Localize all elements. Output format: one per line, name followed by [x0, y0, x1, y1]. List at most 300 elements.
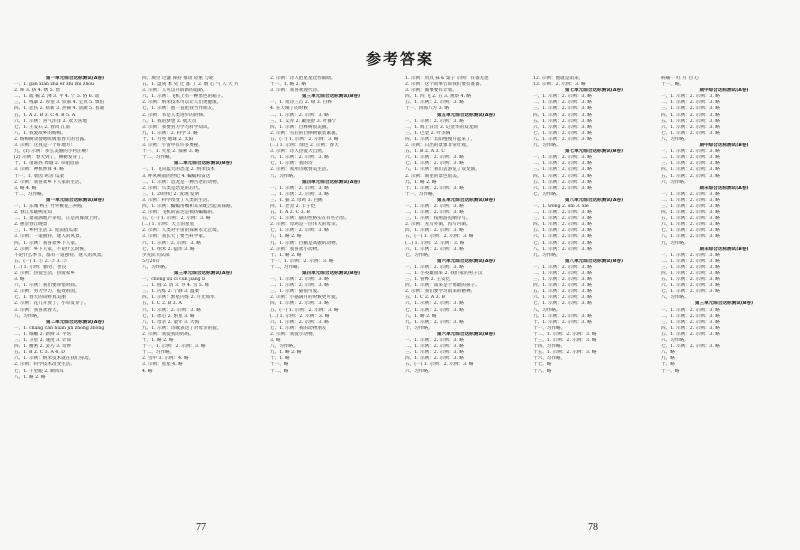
- answer-line: 七、1. 冰心 2. 繁星 3. 略: [142, 313, 195, 319]
- answer-line: 三、1. 示例：2. 示例：3. 略: [533, 106, 592, 112]
- answer-line: 七、1. 示例：2. 示例：3. 略: [661, 289, 720, 295]
- answer-line: 2. 示例：科学技术改变生活。: [14, 362, 75, 368]
- answer-line: 3. 呼风唤雨的世纪 4. 蝙蝠和雷达: [142, 173, 211, 179]
- answer-line: 七、1. 王安石 2. 春风 江南: [14, 124, 70, 130]
- answer-line: 2. 雪中 3. 示例：4. 略: [142, 356, 189, 362]
- answer-line: 2. 示例：这个故事告诉我们要有准备。: [405, 82, 485, 88]
- answer-line: 2. 示例：努力学习，报效祖国。: [14, 289, 80, 295]
- answer-line: 五、(一) 1. 示例：2. 示例：3. 略: [270, 307, 339, 313]
- answer-line: 二、1. 示例：2. 示例：3. 略: [270, 112, 329, 118]
- answer-line: 七、1. 示例：他一直把我当作朋友。: [142, 106, 217, 112]
- answer-line: 十一、1. 菜园 鸡舍 瓜架: [14, 173, 65, 179]
- answer-line: 2. 示例：雪后的白桦树银装素裹。: [270, 130, 341, 136]
- section-heading: 第二单元综合达标测试(B卷): [173, 161, 233, 167]
- left-column-2: [142, 76, 264, 496]
- answer-line: 1. 示例：用具 抹布 桌子 示例：有备无患: [405, 76, 489, 81]
- answer-line: 七、1. 千里眼 2. 顺风耳: [14, 368, 64, 374]
- answer-line: 十一、略: [661, 368, 680, 374]
- answer-line: 五、1. 示例：2. 示例：3. 略: [533, 179, 592, 185]
- answer-line: 2. 示例：纳米技术可以让人们更健康。: [142, 100, 222, 106]
- section-heading: 期末综合达标测试(B卷): [699, 246, 749, 252]
- answer-line: 七、1. 春天的田野真美丽: [14, 295, 66, 301]
- answer-line: 五、1. C 2. B 3. A: [142, 301, 182, 307]
- answer-line: 2. 示例：我用诗歌赞美生活。: [270, 167, 331, 173]
- answer-line: 四、1. 示例：2. 示例：3. 略: [661, 167, 720, 173]
- answer-line: 2. 杨梅树贪婪地吮吸着春天的甘露。: [14, 136, 89, 142]
- answer-line: 2. 示例：洞里的景色很美。: [405, 173, 462, 179]
- answer-line: 五、1. 示例：2. 示例：3. 略: [533, 228, 592, 234]
- answer-line: 四、1. 示例：2. 示例：3. 略: [270, 301, 329, 307]
- answer-line: 十、1. 示例：2. 示例：3. 略: [533, 319, 592, 325]
- answer-line: 六、1. 示例：2. 示例：3. 略: [661, 283, 720, 289]
- answer-line: 一、1. 示例：2. 示例：3. 略: [661, 307, 720, 313]
- answer-line: (二) 1. 示例：天上的星星: [142, 222, 195, 228]
- answer-line: 3. 示例：我喜欢春天。: [14, 307, 62, 313]
- section-heading: 第四单元综合达标测试(A卷): [301, 179, 361, 185]
- answer-line: 七、习作略。: [405, 252, 433, 258]
- page-number-left: 77: [196, 522, 206, 533]
- answer-line: 2. 示例：书是人类进步的阶梯。: [142, 112, 208, 118]
- section-heading: 期中综合达标测试(B卷): [699, 143, 749, 149]
- answer-line: 一、1. 示例：2. 示例：3. 略: [405, 338, 464, 344]
- answer-line: 一、chōng sù cì cùn jiàng lì: [142, 277, 206, 283]
- answer-line: (二) 1. 示例：2. 示例：3. 略: [270, 313, 330, 319]
- answer-line: 五、1. 示例：2. 示例：3. 略: [661, 216, 720, 222]
- section-heading: 第二单元综合达标测试(A卷): [45, 319, 105, 325]
- answer-line: 七、1. 示例：2. 示例：3. 略: [533, 240, 592, 246]
- answer-line: 六、1. 示例：2. 示例：3. 略: [142, 240, 201, 246]
- answer-line: 二、1. 示例：2. 示例：3. 略: [533, 210, 592, 216]
- answer-line: 十七、略: [533, 362, 552, 368]
- section-heading: 第六单元综合达标测试(A卷): [436, 258, 496, 264]
- answer-line: 三、1. 示例：2. 示例：3. 略: [661, 264, 720, 270]
- answer-line: 一、1. 示例：2. 示例：3. 略: [270, 185, 329, 191]
- answer-line: 二、1. 示例：2. 示例：3. 略: [270, 191, 329, 197]
- answer-line: 二、1. 示例：2. 示例：3. 略: [661, 197, 720, 203]
- answer-line: (2) 示例：春天到了，柳树发芽了。: [14, 155, 87, 161]
- answer-line: 二、1. 示例：2. 示例：3. 略: [661, 313, 720, 319]
- answer-line: 八、1. 示例：2. 示例：3. 略: [661, 234, 720, 240]
- answer-line: 2. 示例：小猫满月的时候更可爱。: [270, 295, 341, 301]
- answer-line: 3. 示例：人可以开辟新的道路。: [142, 88, 208, 94]
- answer-line: 三、1. 示例：2. 示例：3. 略: [533, 167, 592, 173]
- answer-line: 3. 略: [270, 338, 281, 344]
- answer-line: 七、1. 示例：我的动物朋友: [270, 325, 327, 331]
- answer-line: 十一、略: [270, 362, 289, 368]
- answer-line: 十一、1. 示例：2. 示例：3. 略: [142, 344, 206, 350]
- answer-line: 七、1. 示例：2. 示例：3. 略: [533, 301, 592, 307]
- answer-line: 一、1. 示例：2. 示例：3. 略: [405, 203, 464, 209]
- answer-line: 四、1. 示例：雨来是个勇敢的孩子。: [405, 283, 480, 289]
- section-heading: 期中综合达标测试(A卷): [699, 88, 749, 94]
- answer-line: 三、1. 示例：猫很可爱。: [270, 289, 322, 295]
- answer-line: 六、1. 示例：2. 示例：3. 略: [270, 155, 329, 161]
- answer-line: 三、1. 猫 2. 母鸡 3. 白鹅: [270, 197, 323, 203]
- answer-line: 不论什么季节，都有一道独特、迷人的风景。: [14, 252, 106, 258]
- section-heading: 第八单元综合达标测试(A卷): [564, 197, 624, 203]
- answer-line: 八、习作略。: [270, 173, 298, 179]
- answer-line: 2. 示例：人类对宇宙的探索永无止境。: [142, 228, 222, 234]
- answer-line: 五、1. 示例：2. 示例：3. 略: [405, 100, 464, 106]
- answer-line: 十二、习作略。: [14, 191, 47, 197]
- answer-line: 五、1. 示例：2. 示例：3. 略: [661, 173, 720, 179]
- section-heading: 第七单元综合达标测试(B卷): [564, 149, 624, 155]
- answer-line: 二、1. 圆 2. 清 3. 寻 4. 雪 5. 辉: [142, 283, 210, 289]
- answer-line: 三、1. 20世纪 2. 发现 发明: [142, 191, 200, 197]
- answer-line: 二、1. 海上日出 2. 记金华的双龙洞: [405, 124, 478, 130]
- answer-line: 一、1. 示例：2. 示例：3. 略: [533, 155, 592, 161]
- section-heading: 第五单元综合达标测试(B卷): [436, 197, 496, 203]
- answer-line: 二、1. 示例：2. 示例：3. 略: [533, 100, 592, 106]
- answer-line: 八、1. 母亲 2. 童年 3. 大海: [142, 319, 200, 325]
- answer-line: 八、习作略。: [661, 136, 689, 142]
- answer-line: 七、1. 纳米 2. 隐形 3. 略: [142, 246, 195, 252]
- answer-line: 五、1. B 2. C 3. A 4. D: [14, 350, 65, 356]
- section-heading: 第四单元综合达标测试(B卷): [301, 271, 361, 276]
- section-heading: 第三单元综合达标测试(B卷): [694, 301, 754, 307]
- answer-line: 三、1. 艾青 2. 戴望舒 3. 叶赛宁: [270, 118, 337, 124]
- page-title: 参考答案: [365, 50, 434, 68]
- answer-line: 二、1. 疏 稀 2. 沸 3. 平 4. 宁 5. 俗 6. 谣: [14, 94, 100, 100]
- answer-line: 二、1. 蒌蒿满地芦芽短，正是河豚欲上时。: [14, 216, 103, 222]
- answer-line: 五、(一) 1. 示例：2. 示例：3. 略: [405, 234, 474, 240]
- answer-line: 三、1. 管桦 2. 王安忆: [405, 277, 451, 283]
- answer-line: 一、1. 示例：2. 示例：3. 略: [661, 252, 720, 258]
- answer-line: 六、1. 示例：猫的性格实在有些古怪。: [270, 216, 350, 222]
- answer-line: 七、1. 示例：2. 示例：3. 略: [533, 130, 592, 136]
- answer-line: 十一、1. 火星 2. 探索 3. 略: [142, 149, 200, 155]
- answer-line: 六、1. 示例：2. 示例：3. 略: [661, 222, 720, 228]
- answer-line: 六、1. 示例：2. 示例：3. 略: [405, 301, 464, 307]
- answer-line: 2. 示例：鸟类是恐龙的后代。: [142, 185, 203, 191]
- answer-line: 十、1. 诸葛亮 周瑜 2. 草船借箭: [14, 161, 80, 167]
- answer-line: 2. 示例：我爱小动物。: [270, 331, 318, 337]
- answer-line: 九、略: [661, 356, 675, 362]
- answer-line: 一、1. gǎn xiǎn zhà ér zhī zhī zhōu: [14, 82, 95, 88]
- answer-line: 五、1. A 2. B 3. C 4. B 5. A: [14, 112, 76, 118]
- answer-line: 四、1. 示例：2. 示例：3. 略: [661, 112, 720, 118]
- answer-line: 十、1. 月亮 地球 2. 太阳: [142, 136, 194, 142]
- answer-line: 四、1. 示例：2. 示例：3. 略: [661, 325, 720, 331]
- answer-line: 2. 示例：我们要学习雨来的精神。: [405, 289, 476, 295]
- answer-line: 二、1. 示例：恐龙是一种古老的动物。: [142, 179, 222, 185]
- answer-line: 九、习作略。: [533, 252, 561, 258]
- answer-line: 三、1. 示例：2. 示例：3. 略: [661, 161, 720, 167]
- answer-line: 十五、1. 示例：2. 示例：3. 略: [533, 350, 597, 356]
- answer-line: 六、1. 示例：2. 示例：3. 略: [533, 295, 592, 301]
- answer-line: 十一、1. 示例：2. 示例：3. 略: [270, 258, 334, 264]
- answer-line: 三、1. 闪烁 2. 宁静 3. 温柔: [142, 289, 200, 295]
- section-heading: 第一单元综合达标测试(A卷): [45, 76, 105, 81]
- answer-line: 一、1. 示例：2. 示例：3. 略: [661, 94, 720, 100]
- answer-line: 四、1. 示例：太阳慢慢升起来了。: [405, 136, 476, 142]
- answer-line: 五、1. B 2. A 3. C: [405, 149, 445, 155]
- answer-line: 十一、习作略。: [405, 191, 438, 197]
- answer-line: 五、(一) 1. 示例：2. 示例：3. 略: [142, 216, 211, 222]
- answer-line: 八、略: [661, 350, 675, 356]
- answer-line: 4. 略: [142, 368, 153, 374]
- answer-line: 三、1. 示例：2. 示例：3. 略: [533, 277, 592, 283]
- answer-line: 三、1. 示例：按照游览顺序写。: [405, 216, 471, 222]
- answer-line: 2. 示例：母鸡是一位伟大的母亲。: [270, 222, 341, 228]
- answer-line: 3. 示例：星星 4. 略: [142, 362, 183, 368]
- answer-line: 2. 示例：先写外洞，再写内洞。: [405, 222, 471, 228]
- answer-line: 九、习作略。: [661, 240, 689, 246]
- answer-line: 四、1. 示例：2. 示例：3. 略: [533, 173, 592, 179]
- answer-line: 四、1. 示例：我喜欢乡下人家。: [14, 240, 80, 246]
- answer-line: 十二、1. 示例：2. 示例：3. 略: [533, 331, 597, 337]
- answer-line: 八、习作略。: [142, 264, 170, 270]
- answer-line: 四、1. 示例：2. 示例：3. 略: [533, 283, 592, 289]
- answer-line: 一、1. 示例：2. 示例：3. 略: [661, 191, 720, 197]
- answer-line: 三、1. 示例：2. 示例：3. 略: [405, 350, 464, 356]
- answer-line: 八、习作略。: [533, 307, 561, 313]
- answer-line: 三、1. 示例：2. 示例：3. 略: [661, 203, 720, 209]
- answer-line: 七、1. 示例：2. 示例：3. 略: [661, 228, 720, 234]
- answer-line: 3. 示例：这真是一个好地方！: [14, 143, 75, 149]
- section-heading: 第六单元综合达标测试(B卷): [436, 331, 496, 337]
- answer-line: 3. 示例：宇宙中有许多奥秘。: [142, 143, 203, 149]
- answer-line: 六、1. 示例：2. 示例：3. 略: [533, 234, 592, 240]
- answer-line: 二、1. 示例：2. 示例：3. 略: [661, 258, 720, 264]
- section-heading: 第一单元综合达标测试(B卷): [45, 197, 105, 203]
- answer-line: 四、1. 精密 2. 灵巧 3. 奇妙: [14, 344, 72, 350]
- answer-line: 九、1. 示例：2. 科学 3. 略: [142, 130, 198, 136]
- right-column-2: [533, 76, 655, 496]
- answer-line: 九、习作略。: [533, 143, 561, 149]
- answer-line: 五、1. 示例：2. 示例：3. 略: [661, 277, 720, 283]
- answer-line: 四、1. 示例：2. 示例：3. 略: [533, 222, 592, 228]
- answer-line: 二、1. 细嫩 2. 新鲜 3. 平常: [14, 331, 72, 337]
- answer-line: 一、1. 东城 鸭子 竹外桃花三两枝: [14, 203, 83, 209]
- section-heading: 期末综合达标测试(A卷): [699, 185, 749, 191]
- answer-line: 十四、习作略。: [533, 344, 566, 350]
- answer-line: 八、习作略。: [270, 344, 298, 350]
- answer-line: 八、1. 示例：我们去游览了双龙洞。: [405, 167, 480, 173]
- answer-line: 七、1. 示例：我的诗: [270, 161, 313, 167]
- answer-line: 六、1. 示例：飞机上有一种黑色的箱子。: [142, 94, 226, 100]
- answer-line: 八、习作略。: [661, 295, 689, 301]
- answer-line: 三、1. 示例：2. 示例：3. 略: [533, 216, 592, 222]
- answer-line: 七、1. 示例：2. 示例：3. 略: [270, 228, 329, 234]
- answer-line: 2. 示例：我喜欢乡下人家的生活。: [14, 179, 85, 185]
- answer-line: 八、1. 示例：2. 示例：3. 略: [533, 246, 592, 252]
- answer-line: 四、1. 示例：2. 示例：3. 略: [661, 210, 720, 216]
- answer-line: 十二、习作略。: [270, 264, 303, 270]
- answer-line: 十二、略: [270, 368, 289, 374]
- answer-line: 七、1. 示例：2. 示例：3. 略: [661, 344, 720, 350]
- answer-line: 十一、习作略。: [533, 325, 566, 331]
- answer-line: 三、1. 卫星 2. 速度 3. 计算: [14, 338, 72, 344]
- answer-line: 2. 惠崇春江晚景: [14, 222, 48, 228]
- answer-line: 二、1. 示例：2. 示例：3. 略: [405, 344, 464, 350]
- answer-line: 一、1. chǎng cǎn huàn jǐn zhōng zhōng: [14, 325, 105, 331]
- answer-line: 五、1. 盘庚 本 史 迁 都 了 2. 数 心 气 人 天 方: [142, 82, 239, 88]
- answer-line: 12. 示例：他就是雨来。: [533, 76, 584, 81]
- answer-line: 四、1. 示例：繁星闪烁 2. 月光如水: [142, 295, 215, 301]
- answer-line: 四、填空 过滤 保持 推动 轻重 与轮: [142, 76, 214, 81]
- answer-line: 3. 示例：我喜欢现代诗。: [270, 88, 322, 94]
- answer-line: 3. 示例：科学改变了人类的生活。: [142, 197, 213, 203]
- answer-line: 五、1. 示例：2. 示例：3. 略: [661, 331, 720, 337]
- right-column-1: [405, 76, 527, 496]
- answer-line: 4. 在天晴了的时候: [270, 106, 309, 112]
- answer-line: (二) 1. 示例：2. 示例：3. 略: [405, 240, 465, 246]
- answer-line: 13. 示例：2. 示例：3. 略: [533, 82, 586, 88]
- answer-line: 2. 示例：我喜欢小动物。: [270, 246, 322, 252]
- answer-line: 五、(一) 1. 示例：2. 示例：3. 略: [405, 362, 474, 368]
- answer-line: 九、1. 示例：2. 示例：3. 略: [533, 313, 592, 319]
- answer-line: 五、(一) 1. 示例：2. 示例：3. 略: [270, 136, 339, 142]
- answer-line: 十、略: [661, 362, 675, 368]
- answer-line: 一、1. 示例：2. 示例：3. 略: [533, 264, 592, 270]
- answer-line: 十二、习作略。: [142, 155, 175, 161]
- answer-line: 五、1. 示例：2. 示例：3. 略: [533, 289, 592, 295]
- answer-line: 十六、习作略。: [533, 356, 566, 362]
- answer-line: 六、习作略。: [661, 179, 689, 185]
- answer-line: 一、1. 示例：2. 示例：3. 略: [661, 149, 720, 155]
- answer-line: 五、1. 示例：2. 示例：3. 略: [661, 118, 720, 124]
- answer-line: 六、1. 示例：我们要珍惜时间。: [14, 283, 80, 289]
- answer-line: 八、习作略。: [14, 313, 42, 319]
- answer-line: (二) 1. 示例：勤劳、善良: [14, 264, 67, 270]
- answer-line: 病痛一 红 月 白 心: [661, 76, 699, 81]
- answer-line: 五、1. A 2. C 3. B: [270, 210, 310, 216]
- answer-line: 八、1. 略 2. 略: [14, 374, 46, 380]
- answer-line: 二、1. 示例：2. 示例：3. 略: [533, 271, 592, 276]
- answer-line: 2. 示例：花儿开放了，小草发芽了。: [14, 301, 89, 307]
- answer-line: 五、1. C 2. A 3. B: [405, 295, 445, 301]
- answer-line: 六、1. 示例：2. 示例：3. 略: [533, 185, 592, 191]
- answer-line: 三、1. 残暴 2. 厚望 3. 钦慕 4. 宝贝 5. 惧怕: [14, 100, 105, 106]
- section-heading: 第五单元综合达标测试(A卷): [436, 112, 496, 118]
- answer-line: 八、1. 我的梦想 2. 航天员: [142, 118, 197, 124]
- answer-line: 六、1. 示例：2. 示例：3. 略: [270, 319, 329, 325]
- answer-line: 一、1. 示例：2. 示例：3. 略: [405, 118, 464, 124]
- right-column-3: [661, 76, 787, 496]
- answer-line: 三、1. 示例：2. 示例：3. 略: [661, 319, 720, 325]
- page-number-right: 78: [588, 522, 598, 533]
- answer-line: 六、习作略。: [405, 368, 433, 374]
- answer-line: 四、1. 四 飞 2. 五 3. 观察 4. 略: [405, 94, 471, 100]
- answer-line: 九、1. 略 2. 略: [270, 350, 302, 356]
- answer-line: 十、习作略。: [405, 325, 433, 331]
- section-heading: 第七单元综合达标测试(A卷): [564, 88, 624, 94]
- answer-line: 2. 示例：热爱生活，热爱家乡: [14, 271, 75, 276]
- answer-line: 七、习作略。: [533, 191, 561, 197]
- answer-line: 七、1. 示例：2. 示例：3. 略: [661, 130, 720, 136]
- answer-line: 五、(一) 1. ① 2. ② 3. ②: [14, 258, 68, 264]
- answer-line: 十、1. 略: [270, 356, 290, 362]
- answer-line: 一、1. 示例：2. 示例：3. 略: [533, 94, 592, 100]
- answer-line: 一、1. 短诗三首 2. 绿 3. 白桦: [270, 100, 332, 106]
- answer-line: 5月20日: [142, 258, 160, 264]
- answer-line: 四、1. 示例：2. 示例：3. 略: [661, 271, 720, 276]
- answer-line: 六、1. 示例：2. 示例：3. 略: [405, 155, 464, 161]
- answer-line: 六、1. 示例：2. 示例：3. 略: [405, 246, 464, 252]
- answer-line: 十八、略: [533, 368, 552, 374]
- answer-line: 四、1. 示例：白桦树很美丽。: [270, 124, 331, 130]
- answer-line: 六、1. 示例：纳米技术就在我们身边。: [14, 356, 94, 362]
- answer-line: 2. 示例：我爱我的妈妈。: [142, 331, 194, 337]
- answer-line: 六、1. 示例：2. 示例：3. 略: [533, 124, 592, 130]
- answer-line: 2. 示例：诗人把星星比作眼睛。: [270, 76, 336, 81]
- answer-line: 九、(1) 示例：多么美丽的小村庄啊！: [14, 149, 91, 155]
- answer-line: (二) 1. 示例：绿色 2. 示例：春天: [270, 143, 339, 149]
- right-page: [405, 76, 790, 496]
- section-heading: 第三单元综合达标测试(A卷): [173, 271, 233, 276]
- answer-line: 3. 示例：神机妙算 4. 略: [14, 167, 64, 173]
- answer-line: 十一、略。: [661, 82, 684, 88]
- answer-line: 六、1. 示例：喜气洋洋 2. 欢天喜地: [14, 118, 87, 124]
- left-page: [14, 76, 394, 496]
- answer-line: 八、1. 示例：2. 示例：3. 略: [533, 136, 592, 142]
- answer-line: 2. 示例：日出的景象非常壮观。: [405, 143, 471, 149]
- answer-line: 二、1. 示例：2. 示例：3. 略: [661, 155, 720, 161]
- left-column-1: [14, 76, 136, 496]
- answer-line: 三、1. 巴金 2. 叶圣陶: [405, 130, 451, 136]
- answer-line: 九、1. 略 2. 略: [405, 179, 437, 185]
- answer-line: 九、1. 示例：白鹅是高傲的动物。: [270, 240, 341, 246]
- answer-line: 3. 示例：做事要有计划。: [405, 88, 457, 94]
- answer-line: 3. 略 4. 略: [14, 185, 37, 191]
- answer-line: 2. 示例：飞机的雷达是模仿蝙蝠的。: [142, 210, 217, 216]
- answer-line: 三、1. 乡村生活 2. 屋前搭瓜架: [14, 228, 78, 234]
- answer-line: 十三、1. 示例：2. 示例：3. 略: [533, 338, 597, 344]
- answer-line: 十、1. 示例：2. 示例：3. 略: [405, 185, 464, 191]
- answer-line: 十一、四海八方 3. 略: [405, 106, 450, 112]
- answer-line: 六、习作略。: [661, 338, 689, 344]
- answer-line: 十、1. 略 2. 略: [270, 252, 302, 258]
- answer-line: 少先队大队部: [142, 252, 170, 258]
- answer-line: 四、1. 悲伤 2. 崭新 3. 热闹 4. 清澈 5. 普通: [14, 106, 105, 112]
- answer-line: 五、1. 示例：2. 示例：3. 略: [533, 118, 592, 124]
- answer-line: 2. 春江水暖鸭先知: [14, 210, 53, 216]
- answer-line: 二、1. 示例：2. 示例：3. 略: [661, 100, 720, 106]
- left-column-3: [270, 76, 392, 496]
- answer-line: 八、1. 略 2. 略: [405, 313, 437, 319]
- answer-line: 四、1. 示例：2. 示例：3. 略: [405, 356, 464, 362]
- answer-line: 十一、1. 略 2. 略: [270, 82, 307, 88]
- answer-line: 2. 示例：乡下人家，不论什么时候，: [14, 246, 89, 252]
- answer-line: 3. 示例：我长大了要当科学家。: [142, 234, 208, 240]
- answer-line: 九、1. 示例：诗歌表达了对母亲的爱。: [142, 325, 222, 331]
- answer-line: 四、1. 示例：蝙蝠用嘴和耳朵配合起来探路。: [142, 203, 236, 209]
- answer-line: 七、1. 示例：2. 示例：3. 略: [405, 307, 464, 313]
- section-heading: 第八单元综合达标测试(B卷): [564, 258, 624, 264]
- answer-line: 一、1. 示例：2. 示例：3. 略: [270, 277, 329, 283]
- answer-line: 3. 略: [14, 277, 25, 283]
- answer-line: 八、1. 我爱故乡的杨梅。: [14, 130, 66, 136]
- answer-line: 四、1. 示例：2. 示例：3. 略: [533, 112, 592, 118]
- answer-line: 3. 示例：一道独特、迷人的风景。: [14, 234, 85, 240]
- answer-line: 十二、习作略。: [142, 350, 175, 356]
- answer-line: 四、1. 老舍 2. 丰子恺: [270, 203, 316, 209]
- answer-line: 一、1. wěng 2. shì 3. xiè: [533, 203, 589, 209]
- answer-line: 2. 哆 3. 挤 4. 绣 5. 傍: [14, 88, 61, 94]
- answer-line: 六、1. 示例：2. 示例：3. 略: [661, 124, 720, 130]
- answer-line: 八、1. 略 2. 略: [270, 234, 302, 240]
- answer-line: 一、1. 飞向蓝天的恐龙 2. 纳米技术: [142, 167, 215, 173]
- answer-line: 3. 示例：诗人热爱大自然。: [270, 149, 327, 155]
- answer-line: 三、1. 示例：2. 示例：3. 略: [661, 106, 720, 112]
- answer-line: 二、1. 小英雄雨来 2. 我们家的男子汉: [405, 271, 483, 276]
- answer-line: 二、1. 示例：2. 示例：3. 略: [270, 283, 329, 289]
- answer-line: 二、1. 示例：2. 示例：3. 略: [405, 210, 464, 216]
- answer-line: 十、1. 略 2. 略: [142, 338, 174, 344]
- answer-line: 六、1. 示例：2. 示例：3. 略: [142, 307, 201, 313]
- section-heading: 第三单元综合达标测试(B卷): [301, 94, 361, 100]
